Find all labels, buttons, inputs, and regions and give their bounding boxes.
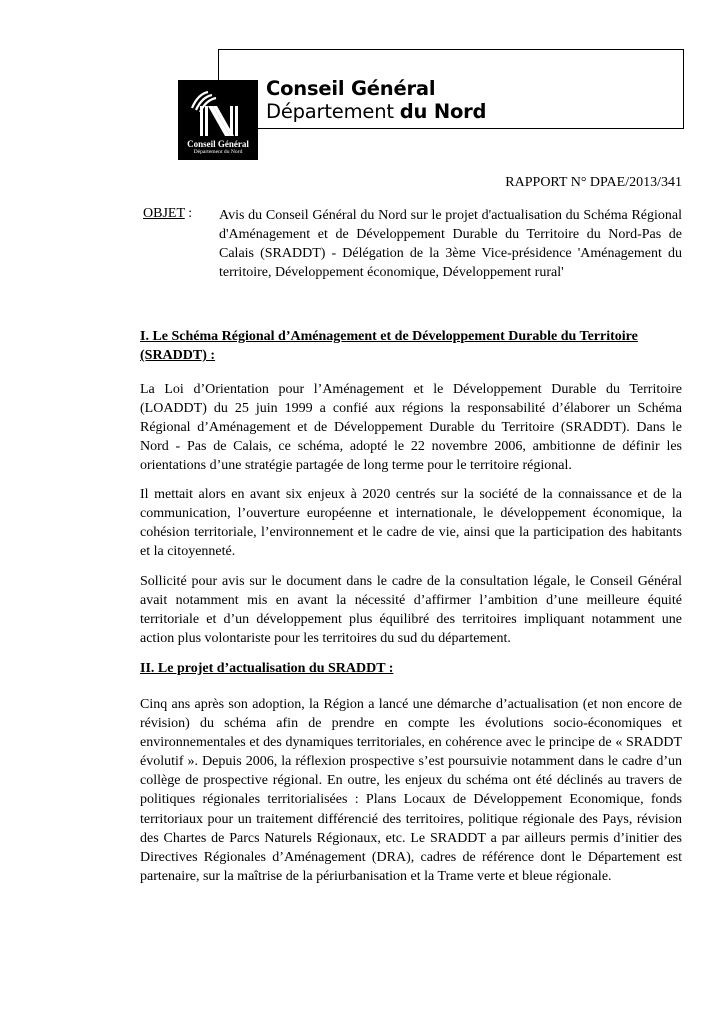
section-1-paragraph-1: La Loi d’Orientation pour l’Aménagement et le Développement Durable du Territoire (LOADDT) du 25 juin 1999 a confié aux régions la responsabilité d’élaborer un Schéma Régional d’Aménagement et de Développement Durable du Territoire (SRADDT). Dans le Nord - Pas de Calais, ce schéma, adopté le 22 novembre 2006, ambitionne de définir les orientations d’une stratégie partagée de long terme pour le territoire régional. — [140, 382, 682, 474]
objet-label-text: OBJET — [143, 206, 185, 221]
logo-caption-line1: Conseil Général — [187, 139, 249, 149]
section-2-title: II. Le projet d’actualisation du SRADDT : — [140, 661, 394, 676]
org-name-line2 — [266, 100, 486, 123]
objet-label — [143, 206, 192, 222]
section-1-paragraph-2: Il mettait alors en avant six enjeux à 2020 centrés sur la société de la connaissance et de la communication, l’ouverture européenne et internationale, le développement économique, la cohésion territoriale, l’environnement et le cadre de vie, ainsi que la participation des habitants et la citoyenneté. — [140, 487, 682, 560]
conseil-general-logo — [178, 80, 258, 160]
org-line2-bold: du Nord — [399, 100, 487, 123]
section-1-title: I. Le Schéma Régional d’Aménagement et de Développement Durable du Territoire (SRADDT) : — [140, 329, 638, 363]
org-name-line1: Conseil Général — [266, 77, 436, 100]
logo-caption — [178, 140, 258, 156]
objet-text: Avis du Conseil Général du Nord sur le projet d'actualisation du Schéma Régional d'Aménagement et de Développement Durable du Territoire du Nord-Pas de Calais (SRADDT) - Délégation de la 3ème Vice-présidence 'Aménagement du territoire, Développement économique, Développement rural' — [219, 208, 682, 280]
section-2-paragraph-1: Cinq ans après son adoption, la Région a lancé une démarche d’actualisation (et non encore de révision) du schéma afin de prendre en compte les évolutions socio-économiques et environnementales et des dynamiques territoriales, en cohérence avec le principe de « SRADDT évolutif ». Depuis 2006, la réflexion prospective s’est poursuivie notamment dans le cadre d’un collège de prospective régional. En outre, les enjeux du schéma ont été déclinés au travers de politiques régionales territorialisées : Plans Locaux de Développement Economique, fonds territoriaux pour un traitement différencié des territoires, politique régionale des Pays, révision des Chartes de Parcs Naturels Régionaux, etc. Le SRADDT a par ailleurs permis d’initier des Directives Régionales d’Aménagement (DRA), cadres de référence dont le Département est partenaire, sur la maîtrise de la périurbanisation et la Trame verte et bleue régionale. — [140, 697, 682, 884]
objet-separator: : — [184, 206, 193, 221]
logo-caption-line2: Département du Nord — [193, 149, 243, 155]
section-1-paragraph-3: Sollicité pour avis sur le document dans le cadre de la consultation légale, le Conseil Général avait notamment mis en avant la nécessité d’affirmer l’ambition d’une meilleure équité territoriale et d’un développement plus équilibré des territoires impliquant notamment une action plus volontariste pour les territoires du sud du département. — [140, 574, 682, 647]
org-line2-regular: Département — [266, 100, 400, 123]
report-reference: RAPPORT N° DPAE/2013/341 — [505, 175, 682, 190]
